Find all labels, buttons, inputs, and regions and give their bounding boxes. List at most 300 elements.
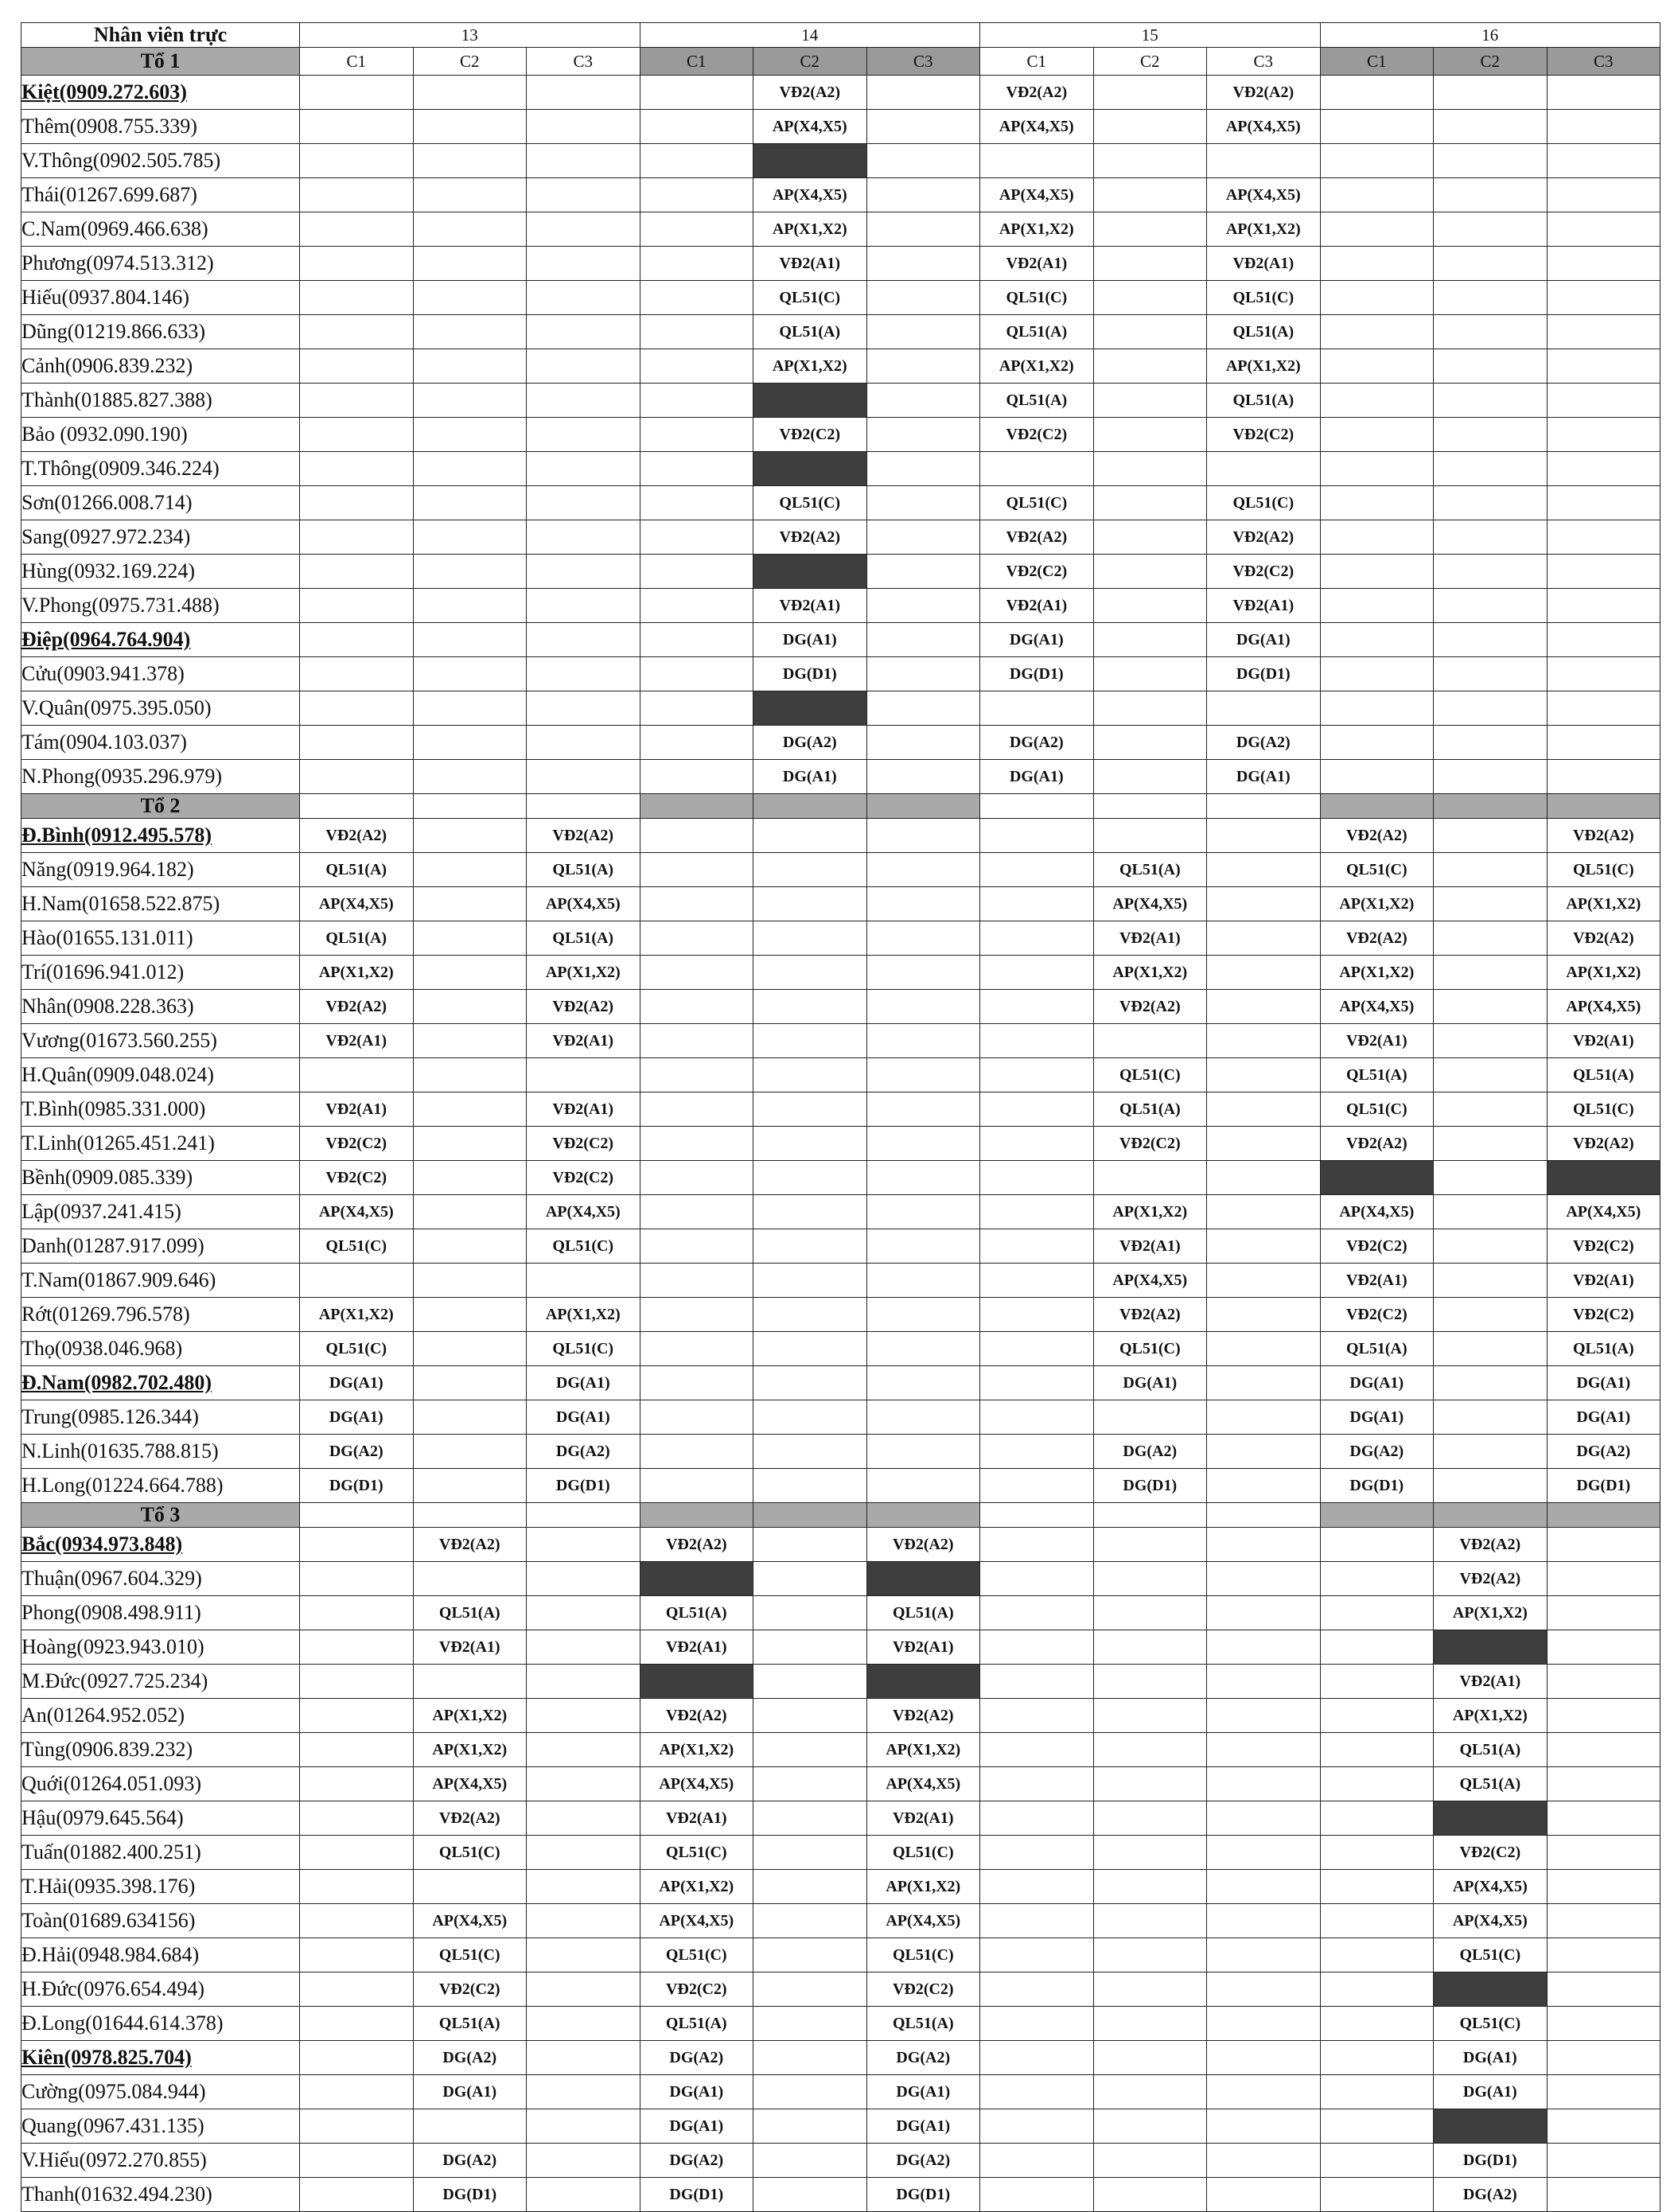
- assignment-cell: [1207, 1938, 1321, 1972]
- assignment-cell: [1434, 281, 1548, 315]
- assignment-cell: [1207, 1562, 1321, 1596]
- assignment-cell: QL51(C): [1093, 1058, 1207, 1092]
- assignment-cell: [1320, 1596, 1434, 1630]
- assignment-cell: [413, 1264, 527, 1298]
- assignment-cell: AP(X4,X5): [640, 1767, 753, 1801]
- assignment-cell: DG(A1): [866, 2075, 980, 2109]
- assignment-cell: [527, 384, 640, 418]
- assignment-cell: [640, 418, 753, 452]
- off-duty-cell: [753, 691, 867, 726]
- assignment-cell: VĐ2(A2): [1434, 1562, 1548, 1596]
- assignment-cell: DG(A1): [980, 623, 1094, 657]
- assignment-cell: [980, 2109, 1094, 2144]
- assignment-cell: AP(X1,X2): [1434, 1596, 1548, 1630]
- assignment-cell: DG(D1): [1207, 657, 1321, 691]
- assignment-cell: QL51(A): [980, 384, 1094, 418]
- assignment-cell: [300, 1938, 414, 1972]
- assignment-cell: [1093, 1972, 1207, 2007]
- assignment-cell: DG(A2): [640, 2144, 753, 2178]
- assignment-cell: [1093, 589, 1207, 623]
- assignment-cell: [980, 1870, 1094, 1904]
- assignment-cell: [1434, 520, 1548, 555]
- assignment-cell: [1320, 349, 1434, 384]
- assignment-cell: [300, 247, 414, 281]
- assignment-cell: AP(X4,X5): [1434, 1870, 1548, 1904]
- assignment-cell: [753, 1596, 867, 1630]
- assignment-cell: [866, 726, 980, 760]
- staff-name: Phong(0908.498.911): [21, 1596, 300, 1630]
- assignment-cell: [980, 990, 1094, 1024]
- assignment-cell: [1434, 1400, 1548, 1435]
- assignment-cell: AP(X1,X2): [640, 1733, 753, 1767]
- group-separator-cell: [1093, 1503, 1207, 1528]
- assignment-cell: [1434, 956, 1548, 990]
- assignment-cell: DG(A1): [1207, 623, 1321, 657]
- assignment-cell: VĐ2(C2): [640, 1972, 753, 2007]
- assignment-cell: DG(A1): [1547, 1366, 1660, 1400]
- staff-row: [21, 2007, 1660, 2041]
- assignment-cell: AP(X1,X2): [753, 212, 867, 247]
- assignment-cell: [300, 589, 414, 623]
- shift-header: C3: [1547, 48, 1660, 76]
- assignment-cell: [980, 1366, 1094, 1400]
- assignment-cell: VĐ2(C2): [527, 1127, 640, 1161]
- assignment-cell: AP(X4,X5): [300, 1195, 414, 1229]
- assignment-cell: [300, 2144, 414, 2178]
- assignment-cell: [980, 2178, 1094, 2212]
- assignment-cell: [1207, 2007, 1321, 2041]
- assignment-cell: DG(A1): [1320, 1366, 1434, 1400]
- assignment-cell: [300, 726, 414, 760]
- assignment-cell: [413, 1229, 527, 1264]
- assignment-cell: [1207, 691, 1321, 726]
- assignment-cell: [753, 1264, 867, 1298]
- assignment-cell: [527, 281, 640, 315]
- staff-row: [21, 1298, 1660, 1332]
- assignment-cell: [866, 1264, 980, 1298]
- assignment-cell: QL51(C): [1207, 486, 1321, 520]
- group-header-row: [21, 48, 1660, 76]
- assignment-cell: [866, 144, 980, 178]
- assignment-cell: [1547, 144, 1660, 178]
- assignment-cell: [753, 1528, 867, 1562]
- staff-name: N.Linh(01635.788.815): [21, 1435, 300, 1469]
- assignment-cell: [753, 2178, 867, 2212]
- assignment-cell: [1320, 178, 1434, 212]
- assignment-cell: [1093, 726, 1207, 760]
- assignment-cell: [413, 1024, 527, 1058]
- staff-row: [21, 144, 1660, 178]
- assignment-cell: [300, 760, 414, 794]
- assignment-cell: [1547, 520, 1660, 555]
- assignment-cell: [1320, 589, 1434, 623]
- staff-row: [21, 1229, 1660, 1264]
- assignment-cell: [1320, 623, 1434, 657]
- assignment-cell: [1207, 1229, 1321, 1264]
- assignment-cell: [866, 1229, 980, 1264]
- assignment-cell: [1093, 1767, 1207, 1801]
- assignment-cell: [300, 1699, 414, 1733]
- assignment-cell: [753, 1127, 867, 1161]
- staff-row: [21, 1092, 1660, 1127]
- assignment-cell: [753, 1836, 867, 1870]
- assignment-cell: [413, 1400, 527, 1435]
- assignment-cell: [1320, 452, 1434, 486]
- assignment-cell: QL51(C): [980, 486, 1094, 520]
- assignment-cell: [980, 452, 1094, 486]
- assignment-cell: [1434, 1435, 1548, 1469]
- assignment-cell: [300, 281, 414, 315]
- assignment-cell: [980, 1699, 1094, 1733]
- assignment-cell: [1434, 726, 1548, 760]
- assignment-cell: VĐ2(A1): [300, 1092, 414, 1127]
- group-separator-cell: [753, 1503, 867, 1528]
- staff-row: [21, 657, 1660, 691]
- staff-row: [21, 349, 1660, 384]
- assignment-cell: DG(D1): [980, 657, 1094, 691]
- staff-row: [21, 1665, 1660, 1699]
- assignment-cell: [413, 691, 527, 726]
- assignment-cell: VĐ2(A2): [413, 1528, 527, 1562]
- assignment-cell: [980, 1092, 1094, 1127]
- assignment-cell: [640, 281, 753, 315]
- assignment-cell: [1320, 1767, 1434, 1801]
- staff-row: [21, 1195, 1660, 1229]
- assignment-cell: [640, 1366, 753, 1400]
- assignment-cell: AP(X4,X5): [1434, 1904, 1548, 1938]
- assignment-cell: AP(X1,X2): [866, 1733, 980, 1767]
- assignment-cell: [1320, 760, 1434, 794]
- assignment-cell: DG(A1): [1547, 1400, 1660, 1435]
- assignment-cell: AP(X1,X2): [1093, 1195, 1207, 1229]
- assignment-cell: DG(A2): [753, 726, 867, 760]
- assignment-cell: [866, 384, 980, 418]
- assignment-cell: [1547, 589, 1660, 623]
- group-separator-cell: [1320, 794, 1434, 819]
- assignment-cell: [866, 921, 980, 956]
- assignment-cell: [640, 520, 753, 555]
- assignment-cell: [527, 1630, 640, 1665]
- assignment-cell: VĐ2(A1): [527, 1092, 640, 1127]
- assignment-cell: [1093, 1733, 1207, 1767]
- staff-row: [21, 589, 1660, 623]
- group-separator-cell: [753, 794, 867, 819]
- off-duty-cell: [753, 144, 867, 178]
- assignment-cell: DG(A2): [413, 2144, 527, 2178]
- assignment-cell: [1547, 1767, 1660, 1801]
- assignment-cell: VĐ2(A2): [1320, 819, 1434, 853]
- assignment-cell: QL51(C): [1434, 2007, 1548, 2041]
- assignment-cell: [980, 1562, 1094, 1596]
- assignment-cell: VĐ2(A1): [1434, 1665, 1548, 1699]
- assignment-cell: [1093, 623, 1207, 657]
- assignment-cell: DG(A1): [300, 1400, 414, 1435]
- assignment-cell: AP(X1,X2): [980, 349, 1094, 384]
- assignment-cell: [1093, 1836, 1207, 1870]
- assignment-cell: [1320, 1801, 1434, 1836]
- assignment-cell: [1434, 349, 1548, 384]
- assignment-cell: [640, 315, 753, 349]
- assignment-cell: [753, 921, 867, 956]
- assignment-cell: [980, 1767, 1094, 1801]
- assignment-cell: VĐ2(C2): [1207, 418, 1321, 452]
- assignment-cell: [527, 1870, 640, 1904]
- assignment-cell: QL51(A): [1434, 1767, 1548, 1801]
- assignment-cell: [1207, 1972, 1321, 2007]
- assignment-cell: [1434, 144, 1548, 178]
- assignment-cell: [527, 1528, 640, 1562]
- assignment-cell: VĐ2(A2): [300, 819, 414, 853]
- assignment-cell: [527, 2007, 640, 2041]
- assignment-cell: [1320, 520, 1434, 555]
- staff-name: Thuận(0967.604.329): [21, 1562, 300, 1596]
- assignment-cell: [1547, 2007, 1660, 2041]
- assignment-cell: [866, 315, 980, 349]
- staff-name: Hiếu(0937.804.146): [21, 281, 300, 315]
- assignment-cell: [980, 1264, 1094, 1298]
- assignment-cell: [527, 110, 640, 144]
- assignment-cell: [300, 1562, 414, 1596]
- assignment-cell: AP(X1,X2): [527, 956, 640, 990]
- assignment-cell: VĐ2(C2): [527, 1161, 640, 1195]
- group-separator-cell: [640, 1503, 753, 1528]
- assignment-cell: [300, 691, 414, 726]
- assignment-cell: [866, 1366, 980, 1400]
- staff-name: Toàn(01689.634156): [21, 1904, 300, 1938]
- assignment-cell: [980, 1836, 1094, 1870]
- assignment-cell: QL51(A): [300, 921, 414, 956]
- staff-row: [21, 2041, 1660, 2075]
- assignment-cell: QL51(C): [1320, 1092, 1434, 1127]
- assignment-cell: VĐ2(C2): [753, 418, 867, 452]
- assignment-cell: QL51(C): [1547, 1092, 1660, 1127]
- assignment-cell: VĐ2(A2): [1434, 1528, 1548, 1562]
- assignment-cell: [1093, 555, 1207, 589]
- assignment-cell: [527, 76, 640, 110]
- assignment-cell: [753, 1699, 867, 1733]
- team-leader-name: Kiên(0978.825.704): [21, 2041, 300, 2075]
- assignment-cell: [753, 956, 867, 990]
- assignment-cell: [753, 819, 867, 853]
- shift-header: C2: [1093, 48, 1207, 76]
- assignment-cell: [866, 76, 980, 110]
- assignment-cell: [1547, 1870, 1660, 1904]
- assignment-cell: [753, 1195, 867, 1229]
- assignment-cell: [1320, 384, 1434, 418]
- assignment-cell: [866, 110, 980, 144]
- assignment-cell: [1093, 520, 1207, 555]
- assignment-cell: [980, 853, 1094, 887]
- assignment-cell: [980, 691, 1094, 726]
- assignment-cell: [640, 486, 753, 520]
- assignment-cell: [1320, 726, 1434, 760]
- assignment-cell: [1434, 76, 1548, 110]
- assignment-cell: [527, 315, 640, 349]
- assignment-cell: [1434, 1366, 1548, 1400]
- assignment-cell: [300, 2109, 414, 2144]
- assignment-cell: DG(A1): [413, 2075, 527, 2109]
- assignment-cell: [1207, 1801, 1321, 1836]
- assignment-cell: [1093, 819, 1207, 853]
- assignment-cell: [1093, 76, 1207, 110]
- assignment-cell: VĐ2(A2): [1207, 520, 1321, 555]
- staff-name: Thái(01267.699.687): [21, 178, 300, 212]
- assignment-cell: [753, 1630, 867, 1665]
- assignment-cell: QL51(C): [527, 1229, 640, 1264]
- assignment-cell: VĐ2(A1): [527, 1024, 640, 1058]
- assignment-cell: [1093, 281, 1207, 315]
- assignment-cell: [980, 1127, 1094, 1161]
- assignment-cell: [413, 1870, 527, 1904]
- assignment-cell: [1547, 486, 1660, 520]
- staff-name: Tuấn(01882.400.251): [21, 1836, 300, 1870]
- staff-name: T.Nam(01867.909.646): [21, 1264, 300, 1298]
- staff-row: [21, 1127, 1660, 1161]
- assignment-cell: [640, 819, 753, 853]
- assignment-cell: [980, 956, 1094, 990]
- staff-name: Vương(01673.560.255): [21, 1024, 300, 1058]
- assignment-cell: [1434, 657, 1548, 691]
- staff-row: [21, 2178, 1660, 2212]
- assignment-cell: AP(X4,X5): [866, 1767, 980, 1801]
- assignment-cell: DG(A1): [1320, 1400, 1434, 1435]
- assignment-cell: DG(A1): [527, 1400, 640, 1435]
- staff-name: Phương(0974.513.312): [21, 247, 300, 281]
- shift-header: C3: [1207, 48, 1321, 76]
- group-label: Tổ 2: [21, 794, 300, 819]
- day-header-row: [21, 23, 1660, 48]
- assignment-cell: VĐ2(A2): [1547, 921, 1660, 956]
- assignment-cell: [866, 452, 980, 486]
- staff-row: [21, 1904, 1660, 1938]
- assignment-cell: [866, 1400, 980, 1435]
- assignment-cell: [640, 1229, 753, 1264]
- assignment-cell: QL51(C): [866, 1938, 980, 1972]
- assignment-cell: QL51(A): [413, 1596, 527, 1630]
- assignment-cell: [980, 1024, 1094, 1058]
- assignment-cell: [1207, 1630, 1321, 1665]
- assignment-cell: [413, 760, 527, 794]
- day-header: 15: [980, 23, 1321, 48]
- staff-name: T.Hải(0935.398.176): [21, 1870, 300, 1904]
- assignment-cell: VĐ2(A2): [527, 819, 640, 853]
- assignment-cell: [300, 1528, 414, 1562]
- assignment-cell: AP(X4,X5): [413, 1904, 527, 1938]
- assignment-cell: AP(X1,X2): [980, 212, 1094, 247]
- assignment-cell: [1207, 1195, 1321, 1229]
- assignment-cell: [640, 623, 753, 657]
- assignment-cell: [640, 1127, 753, 1161]
- assignment-cell: [1547, 418, 1660, 452]
- group-separator-cell: [980, 794, 1094, 819]
- assignment-cell: QL51(C): [866, 1836, 980, 1870]
- assignment-cell: VĐ2(C2): [1207, 555, 1321, 589]
- assignment-cell: [1547, 76, 1660, 110]
- assignment-cell: AP(X4,X5): [1207, 178, 1321, 212]
- assignment-cell: [980, 1938, 1094, 1972]
- assignment-cell: [413, 921, 527, 956]
- assignment-cell: [300, 1630, 414, 1665]
- assignment-cell: VĐ2(A1): [1320, 1264, 1434, 1298]
- assignment-cell: [866, 819, 980, 853]
- assignment-cell: [1434, 1229, 1548, 1264]
- off-duty-cell: [753, 555, 867, 589]
- staff-name: T.Bình(0985.331.000): [21, 1092, 300, 1127]
- assignment-cell: [527, 2075, 640, 2109]
- team-leader-name: Đ.Nam(0982.702.480): [21, 1366, 300, 1400]
- assignment-cell: [300, 384, 414, 418]
- off-duty-cell: [640, 1562, 753, 1596]
- assignment-cell: [300, 1767, 414, 1801]
- assignment-cell: [300, 520, 414, 555]
- assignment-cell: QL51(A): [866, 2007, 980, 2041]
- staff-row: [21, 1870, 1660, 1904]
- assignment-cell: [980, 2041, 1094, 2075]
- assignment-cell: [640, 212, 753, 247]
- assignment-cell: [1320, 1562, 1434, 1596]
- assignment-cell: DG(A2): [1207, 726, 1321, 760]
- assignment-cell: [1093, 2041, 1207, 2075]
- assignment-cell: AP(X4,X5): [1547, 1195, 1660, 1229]
- assignment-cell: QL51(C): [753, 281, 867, 315]
- assignment-cell: [1547, 691, 1660, 726]
- assignment-cell: [527, 144, 640, 178]
- assignment-cell: [413, 520, 527, 555]
- assignment-cell: VĐ2(C2): [1547, 1229, 1660, 1264]
- staff-row: [21, 990, 1660, 1024]
- assignment-cell: QL51(A): [1093, 853, 1207, 887]
- assignment-cell: [300, 1733, 414, 1767]
- assignment-cell: AP(X4,X5): [753, 178, 867, 212]
- staff-row: [21, 1836, 1660, 1870]
- assignment-cell: [1547, 349, 1660, 384]
- assignment-cell: [753, 2041, 867, 2075]
- assignment-cell: [1093, 144, 1207, 178]
- assignment-cell: VĐ2(A2): [753, 520, 867, 555]
- assignment-cell: [753, 853, 867, 887]
- shift-header: C3: [527, 48, 640, 76]
- assignment-cell: [413, 887, 527, 921]
- assignment-cell: [1320, 2178, 1434, 2212]
- assignment-cell: [413, 819, 527, 853]
- assignment-cell: AP(X1,X2): [640, 1870, 753, 1904]
- assignment-cell: [753, 887, 867, 921]
- assignment-cell: [300, 555, 414, 589]
- assignment-cell: [527, 1264, 640, 1298]
- assignment-cell: [413, 1092, 527, 1127]
- staff-name: Đ.Hải(0948.984.684): [21, 1938, 300, 1972]
- assignment-cell: [527, 589, 640, 623]
- assignment-cell: [1093, 2144, 1207, 2178]
- assignment-cell: DG(A2): [527, 1435, 640, 1469]
- staff-name: Tùng(0906.839.232): [21, 1733, 300, 1767]
- assignment-cell: [640, 1332, 753, 1366]
- assignment-cell: [1093, 2109, 1207, 2144]
- assignment-cell: QL51(A): [640, 2007, 753, 2041]
- staff-name: V.Phong(0975.731.488): [21, 589, 300, 623]
- assignment-cell: [413, 1332, 527, 1366]
- assignment-cell: DG(A2): [1320, 1435, 1434, 1469]
- assignment-cell: [1093, 418, 1207, 452]
- assignment-cell: DG(D1): [300, 1469, 414, 1503]
- staff-row: [21, 486, 1660, 520]
- assignment-cell: [1320, 2144, 1434, 2178]
- day-header: 16: [1320, 23, 1660, 48]
- staff-name: Thọ(0938.046.968): [21, 1332, 300, 1366]
- assignment-cell: VĐ2(A2): [866, 1699, 980, 1733]
- staff-name: Tám(0904.103.037): [21, 726, 300, 760]
- assignment-cell: DG(A2): [1547, 1435, 1660, 1469]
